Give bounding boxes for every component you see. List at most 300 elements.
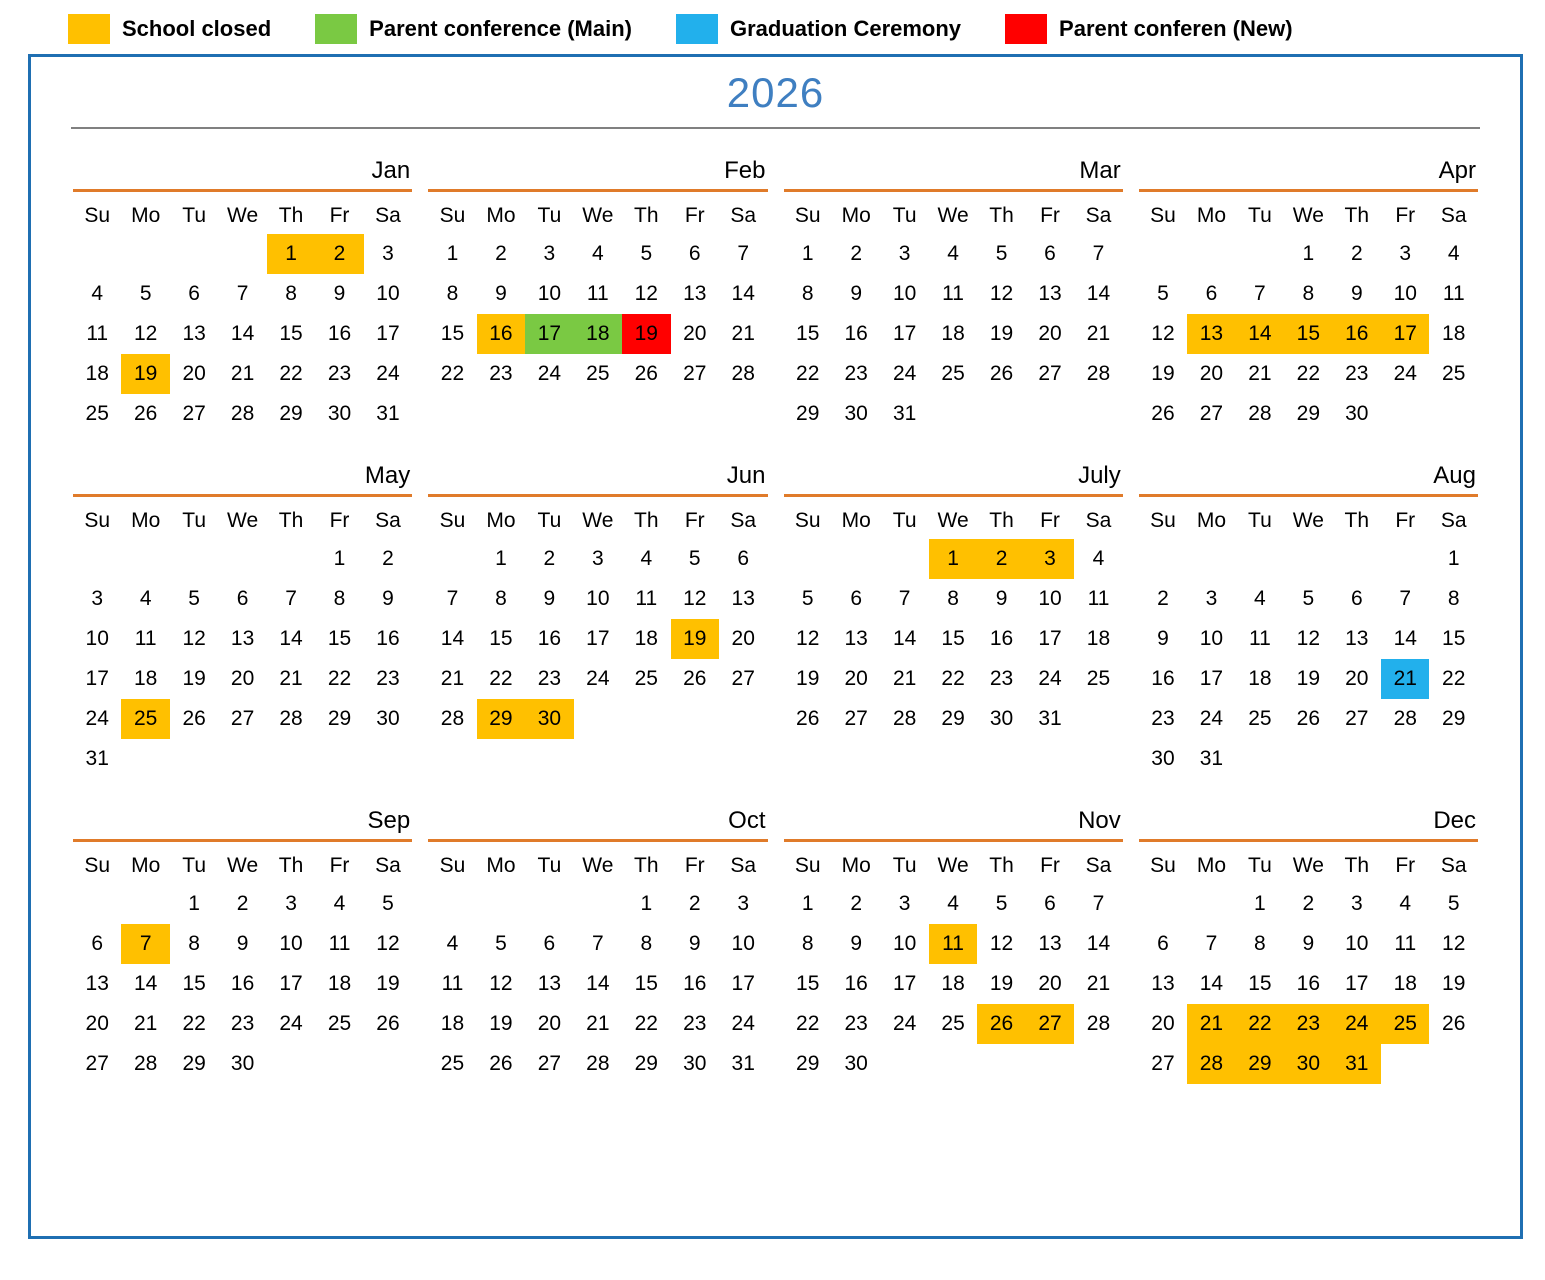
day-cell[interactable]: 10 xyxy=(537,282,562,305)
day-cell[interactable]: 12 xyxy=(634,282,658,305)
day-cell[interactable]: 30 xyxy=(1345,402,1369,425)
day-cell[interactable]: 19 xyxy=(989,972,1014,995)
day-cell[interactable]: 23 xyxy=(230,1012,255,1035)
day-cell[interactable]: 13 xyxy=(230,627,255,650)
day-cell[interactable]: 30 xyxy=(230,1052,255,1075)
day-cell[interactable]: 22 xyxy=(279,362,303,385)
day-cell[interactable]: 5 xyxy=(495,932,507,955)
day-cell[interactable]: 13 xyxy=(1038,282,1062,305)
day-cell[interactable]: 8 xyxy=(188,932,200,955)
day-cell[interactable]: 9 xyxy=(1350,282,1363,305)
day-cell[interactable]: 6 xyxy=(1044,242,1056,265)
day-cell[interactable]: 9 xyxy=(688,932,701,955)
day-cell-highlight-closed[interactable]: 30 xyxy=(1284,1044,1332,1084)
day-cell[interactable]: 2 xyxy=(850,892,863,915)
day-cell[interactable]: 9 xyxy=(850,282,863,305)
day-cell[interactable]: 15 xyxy=(796,322,820,345)
day-cell-highlight-closed[interactable]: 19 xyxy=(121,354,169,394)
day-cell[interactable]: 15 xyxy=(489,627,513,650)
day-cell[interactable]: 31 xyxy=(731,1052,755,1075)
day-cell[interactable]: 23 xyxy=(683,1012,707,1035)
day-cell[interactable]: 23 xyxy=(376,667,400,690)
day-cell[interactable]: 21 xyxy=(1086,972,1111,995)
day-cell[interactable]: 12 xyxy=(134,322,158,345)
day-cell-highlight-main[interactable]: 18 xyxy=(574,314,622,354)
day-cell[interactable]: 9 xyxy=(236,932,249,955)
day-cell[interactable]: 24 xyxy=(537,362,562,385)
day-cell[interactable]: 20 xyxy=(1199,362,1224,385)
day-cell-highlight-closed[interactable]: 24 xyxy=(1333,1004,1381,1044)
day-cell[interactable]: 6 xyxy=(91,932,104,955)
day-cell[interactable]: 27 xyxy=(230,707,255,730)
day-cell[interactable]: 22 xyxy=(1442,667,1466,690)
day-cell[interactable]: 27 xyxy=(182,402,206,425)
day-cell[interactable]: 2 xyxy=(495,242,507,265)
day-cell[interactable]: 16 xyxy=(844,322,868,345)
day-cell[interactable]: 3 xyxy=(898,892,911,915)
day-cell[interactable]: 10 xyxy=(586,587,610,610)
day-cell[interactable]: 19 xyxy=(182,667,206,690)
day-cell[interactable]: 21 xyxy=(134,1012,158,1035)
day-cell[interactable]: 1 xyxy=(446,242,459,265)
day-cell[interactable]: 6 xyxy=(1350,587,1363,610)
day-cell[interactable]: 30 xyxy=(844,402,868,425)
day-cell[interactable]: 15 xyxy=(796,972,820,995)
day-cell[interactable]: 17 xyxy=(731,972,755,995)
day-cell[interactable]: 5 xyxy=(1302,587,1315,610)
day-cell[interactable]: 30 xyxy=(376,707,400,730)
day-cell[interactable]: 6 xyxy=(1044,892,1056,915)
day-cell[interactable]: 11 xyxy=(441,972,464,995)
day-cell[interactable]: 28 xyxy=(731,362,755,385)
day-cell[interactable]: 23 xyxy=(989,667,1014,690)
day-cell[interactable]: 30 xyxy=(683,1052,707,1075)
day-cell[interactable]: 12 xyxy=(1151,322,1175,345)
day-cell[interactable]: 23 xyxy=(537,667,562,690)
day-cell[interactable]: 21 xyxy=(731,322,755,345)
day-cell[interactable]: 5 xyxy=(995,892,1008,915)
day-cell[interactable]: 23 xyxy=(1151,707,1175,730)
day-cell[interactable]: 3 xyxy=(1205,587,1218,610)
day-cell[interactable]: 1 xyxy=(333,547,346,570)
day-cell[interactable]: 23 xyxy=(844,362,868,385)
day-cell[interactable]: 25 xyxy=(440,1052,465,1075)
day-cell[interactable]: 5 xyxy=(801,587,814,610)
day-cell[interactable]: 14 xyxy=(892,627,917,650)
day-cell[interactable]: 6 xyxy=(1157,932,1169,955)
day-cell[interactable]: 5 xyxy=(382,892,394,915)
day-cell-highlight-grad[interactable]: 21 xyxy=(1381,659,1429,699)
day-cell-highlight-closed[interactable]: 22 xyxy=(1236,1004,1284,1044)
day-cell[interactable]: 17 xyxy=(279,972,303,995)
day-cell[interactable]: 10 xyxy=(279,932,303,955)
day-cell[interactable]: 31 xyxy=(892,402,917,425)
day-cell[interactable]: 1 xyxy=(640,892,653,915)
day-cell[interactable]: 6 xyxy=(236,587,249,610)
day-cell[interactable]: 21 xyxy=(440,667,465,690)
day-cell[interactable]: 5 xyxy=(139,282,152,305)
day-cell[interactable]: 22 xyxy=(634,1012,658,1035)
day-cell[interactable]: 1 xyxy=(801,242,814,265)
day-cell[interactable]: 5 xyxy=(995,242,1008,265)
day-cell[interactable]: 5 xyxy=(688,547,701,570)
day-cell[interactable]: 25 xyxy=(1248,707,1272,730)
day-cell[interactable]: 9 xyxy=(543,587,556,610)
day-cell[interactable]: 23 xyxy=(1345,362,1369,385)
day-cell[interactable]: 20 xyxy=(537,1012,562,1035)
day-cell[interactable]: 27 xyxy=(1345,707,1369,730)
day-cell[interactable]: 10 xyxy=(1199,627,1224,650)
day-cell[interactable]: 13 xyxy=(182,322,206,345)
day-cell[interactable]: 4 xyxy=(640,547,653,570)
day-cell[interactable]: 13 xyxy=(1345,627,1369,650)
day-cell[interactable]: 26 xyxy=(182,707,206,730)
day-cell[interactable]: 20 xyxy=(182,362,206,385)
day-cell[interactable]: 12 xyxy=(182,627,206,650)
day-cell[interactable]: 26 xyxy=(683,667,707,690)
day-cell[interactable]: 12 xyxy=(989,932,1014,955)
day-cell[interactable]: 26 xyxy=(796,707,820,730)
day-cell[interactable]: 26 xyxy=(489,1052,513,1075)
day-cell[interactable]: 12 xyxy=(376,932,400,955)
day-cell[interactable]: 17 xyxy=(376,322,400,345)
day-cell[interactable]: 29 xyxy=(796,402,820,425)
day-cell[interactable]: 14 xyxy=(1086,932,1111,955)
day-cell[interactable]: 18 xyxy=(1248,667,1272,690)
day-cell[interactable]: 7 xyxy=(898,587,911,610)
day-cell[interactable]: 30 xyxy=(1151,747,1175,770)
day-cell[interactable]: 23 xyxy=(844,1012,868,1035)
day-cell[interactable]: 10 xyxy=(731,932,755,955)
day-cell-highlight-closed[interactable]: 3 xyxy=(1026,539,1074,579)
day-cell[interactable]: 15 xyxy=(1442,627,1466,650)
day-cell[interactable]: 23 xyxy=(489,362,513,385)
day-cell[interactable]: 13 xyxy=(1151,972,1175,995)
day-cell[interactable]: 12 xyxy=(683,587,707,610)
day-cell[interactable]: 4 xyxy=(333,892,346,915)
day-cell[interactable]: 3 xyxy=(91,587,104,610)
day-cell-highlight-closed[interactable]: 23 xyxy=(1284,1004,1332,1044)
day-cell[interactable]: 29 xyxy=(327,707,352,730)
day-cell[interactable]: 15 xyxy=(440,322,465,345)
day-cell-highlight-main[interactable]: 17 xyxy=(525,314,573,354)
day-cell[interactable]: 18 xyxy=(134,667,158,690)
day-cell[interactable]: 18 xyxy=(85,362,109,385)
day-cell[interactable]: 25 xyxy=(85,402,109,425)
day-cell[interactable]: 5 xyxy=(640,242,653,265)
day-cell[interactable]: 15 xyxy=(182,972,206,995)
day-cell[interactable]: 28 xyxy=(230,402,255,425)
day-cell[interactable]: 18 xyxy=(1393,972,1417,995)
day-cell[interactable]: 25 xyxy=(941,1012,965,1035)
day-cell[interactable]: 26 xyxy=(1151,402,1175,425)
day-cell[interactable]: 31 xyxy=(1199,747,1224,770)
day-cell[interactable]: 7 xyxy=(1254,282,1266,305)
day-cell[interactable]: 11 xyxy=(1442,282,1465,305)
day-cell[interactable]: 18 xyxy=(634,627,658,650)
day-cell-highlight-closed[interactable]: 7 xyxy=(121,924,169,964)
day-cell[interactable]: 14 xyxy=(731,282,755,305)
day-cell-highlight-closed[interactable]: 25 xyxy=(121,699,169,739)
day-cell-highlight-new[interactable]: 19 xyxy=(622,314,670,354)
day-cell[interactable]: 20 xyxy=(1151,1012,1175,1035)
day-cell[interactable]: 8 xyxy=(1302,282,1315,305)
day-cell-highlight-closed[interactable]: 2 xyxy=(315,234,363,274)
day-cell[interactable]: 29 xyxy=(1442,707,1466,730)
day-cell[interactable]: 8 xyxy=(947,587,959,610)
day-cell[interactable]: 27 xyxy=(731,667,755,690)
day-cell[interactable]: 10 xyxy=(376,282,400,305)
day-cell[interactable]: 19 xyxy=(796,667,820,690)
day-cell[interactable]: 20 xyxy=(1038,322,1062,345)
day-cell[interactable]: 8 xyxy=(333,587,346,610)
day-cell[interactable]: 25 xyxy=(941,362,965,385)
day-cell[interactable]: 2 xyxy=(1302,892,1315,915)
day-cell[interactable]: 11 xyxy=(1248,627,1271,650)
day-cell[interactable]: 28 xyxy=(892,707,917,730)
day-cell[interactable]: 3 xyxy=(382,242,394,265)
day-cell[interactable]: 20 xyxy=(1345,667,1369,690)
day-cell[interactable]: 1 xyxy=(188,892,200,915)
day-cell[interactable]: 4 xyxy=(1092,547,1105,570)
day-cell[interactable]: 20 xyxy=(683,322,707,345)
day-cell[interactable]: 4 xyxy=(591,242,604,265)
day-cell[interactable]: 3 xyxy=(285,892,297,915)
day-cell[interactable]: 24 xyxy=(892,1012,917,1035)
day-cell[interactable]: 24 xyxy=(279,1012,303,1035)
day-cell[interactable]: 17 xyxy=(892,972,917,995)
day-cell[interactable]: 29 xyxy=(182,1052,206,1075)
day-cell[interactable]: 17 xyxy=(586,627,610,650)
day-cell[interactable]: 17 xyxy=(892,322,917,345)
day-cell[interactable]: 4 xyxy=(139,587,152,610)
day-cell[interactable]: 19 xyxy=(376,972,400,995)
day-cell[interactable]: 1 xyxy=(495,547,507,570)
day-cell[interactable]: 8 xyxy=(1447,587,1460,610)
day-cell[interactable]: 10 xyxy=(1038,587,1062,610)
day-cell[interactable]: 7 xyxy=(285,587,297,610)
day-cell[interactable]: 18 xyxy=(440,1012,465,1035)
day-cell[interactable]: 25 xyxy=(1086,667,1111,690)
day-cell[interactable]: 13 xyxy=(844,627,868,650)
day-cell[interactable]: 10 xyxy=(1345,932,1369,955)
day-cell[interactable]: 22 xyxy=(1296,362,1321,385)
day-cell[interactable]: 26 xyxy=(134,402,158,425)
day-cell[interactable]: 3 xyxy=(737,892,750,915)
day-cell[interactable]: 16 xyxy=(327,322,352,345)
day-cell[interactable]: 1 xyxy=(1302,242,1315,265)
day-cell[interactable]: 30 xyxy=(844,1052,868,1075)
day-cell[interactable]: 3 xyxy=(1350,892,1363,915)
day-cell[interactable]: 24 xyxy=(1393,362,1417,385)
day-cell[interactable]: 13 xyxy=(537,972,562,995)
day-cell[interactable]: 14 xyxy=(230,322,255,345)
day-cell[interactable]: 13 xyxy=(731,587,755,610)
day-cell[interactable]: 11 xyxy=(586,282,609,305)
day-cell[interactable]: 16 xyxy=(683,972,707,995)
day-cell[interactable]: 12 xyxy=(989,282,1014,305)
day-cell-highlight-closed[interactable]: 27 xyxy=(1026,1004,1074,1044)
day-cell[interactable]: 5 xyxy=(188,587,200,610)
day-cell[interactable]: 12 xyxy=(489,972,513,995)
day-cell[interactable]: 9 xyxy=(995,587,1008,610)
day-cell[interactable]: 20 xyxy=(85,1012,109,1035)
day-cell[interactable]: 29 xyxy=(796,1052,820,1075)
day-cell[interactable]: 19 xyxy=(1442,972,1466,995)
day-cell[interactable]: 4 xyxy=(91,282,104,305)
day-cell-highlight-closed[interactable]: 14 xyxy=(1236,314,1284,354)
day-cell[interactable]: 20 xyxy=(230,667,255,690)
day-cell[interactable]: 13 xyxy=(683,282,707,305)
day-cell[interactable]: 25 xyxy=(327,1012,352,1035)
day-cell[interactable]: 2 xyxy=(543,547,556,570)
day-cell[interactable]: 2 xyxy=(1157,587,1169,610)
day-cell[interactable]: 11 xyxy=(635,587,658,610)
day-cell[interactable]: 21 xyxy=(230,362,255,385)
day-cell[interactable]: 27 xyxy=(683,362,707,385)
day-cell-highlight-closed[interactable]: 29 xyxy=(1236,1044,1284,1084)
day-cell-highlight-closed[interactable]: 13 xyxy=(1187,314,1235,354)
day-cell-highlight-closed[interactable]: 17 xyxy=(1381,314,1429,354)
day-cell[interactable]: 11 xyxy=(86,322,109,345)
day-cell[interactable]: 11 xyxy=(1087,587,1110,610)
day-cell[interactable]: 4 xyxy=(1399,892,1412,915)
day-cell[interactable]: 8 xyxy=(495,587,507,610)
day-cell[interactable]: 9 xyxy=(333,282,346,305)
day-cell[interactable]: 8 xyxy=(1254,932,1266,955)
day-cell-highlight-closed[interactable]: 29 xyxy=(477,699,525,739)
day-cell[interactable]: 11 xyxy=(942,282,964,305)
day-cell[interactable]: 19 xyxy=(989,322,1014,345)
day-cell[interactable]: 17 xyxy=(85,667,109,690)
day-cell-highlight-closed[interactable]: 16 xyxy=(1333,314,1381,354)
day-cell[interactable]: 3 xyxy=(1399,242,1412,265)
day-cell[interactable]: 18 xyxy=(941,972,965,995)
day-cell[interactable]: 22 xyxy=(327,667,352,690)
day-cell[interactable]: 28 xyxy=(1086,1012,1111,1035)
day-cell[interactable]: 26 xyxy=(1296,707,1321,730)
day-cell[interactable]: 21 xyxy=(1086,322,1111,345)
day-cell[interactable]: 18 xyxy=(1442,322,1466,345)
day-cell[interactable]: 27 xyxy=(85,1052,109,1075)
day-cell[interactable]: 24 xyxy=(586,667,610,690)
day-cell[interactable]: 8 xyxy=(285,282,297,305)
day-cell[interactable]: 9 xyxy=(1157,627,1169,650)
day-cell[interactable]: 19 xyxy=(1296,667,1321,690)
day-cell[interactable]: 4 xyxy=(1447,242,1460,265)
day-cell[interactable]: 2 xyxy=(688,892,701,915)
day-cell[interactable]: 22 xyxy=(796,1012,820,1035)
day-cell[interactable]: 8 xyxy=(640,932,653,955)
day-cell[interactable]: 6 xyxy=(737,547,750,570)
day-cell[interactable]: 9 xyxy=(382,587,394,610)
day-cell[interactable]: 15 xyxy=(279,322,303,345)
day-cell[interactable]: 29 xyxy=(941,707,965,730)
day-cell[interactable]: 28 xyxy=(586,1052,610,1075)
day-cell[interactable]: 14 xyxy=(440,627,465,650)
day-cell[interactable]: 30 xyxy=(327,402,352,425)
day-cell[interactable]: 5 xyxy=(1447,892,1460,915)
day-cell[interactable]: 26 xyxy=(1442,1012,1466,1035)
day-cell[interactable]: 24 xyxy=(731,1012,755,1035)
day-cell[interactable]: 26 xyxy=(634,362,658,385)
day-cell[interactable]: 29 xyxy=(1296,402,1321,425)
day-cell[interactable]: 22 xyxy=(796,362,820,385)
day-cell-highlight-closed[interactable]: 16 xyxy=(477,314,525,354)
day-cell[interactable]: 8 xyxy=(801,932,814,955)
day-cell[interactable]: 21 xyxy=(1248,362,1272,385)
day-cell[interactable]: 8 xyxy=(446,282,459,305)
day-cell[interactable]: 21 xyxy=(892,667,917,690)
day-cell[interactable]: 7 xyxy=(737,242,750,265)
day-cell[interactable]: 10 xyxy=(1393,282,1417,305)
day-cell[interactable]: 19 xyxy=(489,1012,513,1035)
day-cell[interactable]: 14 xyxy=(586,972,610,995)
day-cell[interactable]: 24 xyxy=(85,707,109,730)
day-cell[interactable]: 16 xyxy=(376,627,400,650)
day-cell-highlight-closed[interactable]: 21 xyxy=(1187,1004,1235,1044)
day-cell[interactable]: 17 xyxy=(1199,667,1224,690)
day-cell-highlight-closed[interactable]: 25 xyxy=(1381,1004,1429,1044)
day-cell[interactable]: 31 xyxy=(376,402,400,425)
day-cell[interactable]: 20 xyxy=(731,627,755,650)
day-cell[interactable]: 12 xyxy=(1442,932,1466,955)
day-cell[interactable]: 28 xyxy=(1086,362,1111,385)
day-cell[interactable]: 16 xyxy=(230,972,255,995)
day-cell[interactable]: 5 xyxy=(1157,282,1169,305)
day-cell[interactable]: 1 xyxy=(801,892,814,915)
day-cell[interactable]: 23 xyxy=(327,362,352,385)
day-cell[interactable]: 10 xyxy=(85,627,109,650)
day-cell[interactable]: 18 xyxy=(941,322,965,345)
day-cell[interactable]: 25 xyxy=(1442,362,1466,385)
day-cell[interactable]: 1 xyxy=(1447,547,1460,570)
day-cell-highlight-closed[interactable]: 31 xyxy=(1333,1044,1381,1084)
day-cell[interactable]: 11 xyxy=(134,627,157,650)
day-cell[interactable]: 20 xyxy=(1038,972,1062,995)
day-cell[interactable]: 28 xyxy=(440,707,465,730)
day-cell[interactable]: 15 xyxy=(941,627,965,650)
day-cell[interactable]: 7 xyxy=(1205,932,1218,955)
day-cell[interactable]: 7 xyxy=(1399,587,1412,610)
day-cell[interactable]: 25 xyxy=(586,362,610,385)
day-cell[interactable]: 10 xyxy=(892,932,917,955)
day-cell[interactable]: 16 xyxy=(1296,972,1321,995)
day-cell[interactable]: 27 xyxy=(1151,1052,1175,1075)
day-cell[interactable]: 12 xyxy=(796,627,820,650)
day-cell[interactable]: 26 xyxy=(989,362,1014,385)
day-cell[interactable]: 14 xyxy=(279,627,303,650)
day-cell[interactable]: 19 xyxy=(1151,362,1175,385)
day-cell-highlight-closed[interactable]: 26 xyxy=(977,1004,1025,1044)
day-cell[interactable]: 14 xyxy=(1086,282,1111,305)
day-cell[interactable]: 28 xyxy=(1393,707,1417,730)
day-cell[interactable]: 4 xyxy=(1254,587,1266,610)
day-cell[interactable]: 15 xyxy=(634,972,658,995)
day-cell[interactable]: 4 xyxy=(947,892,959,915)
day-cell[interactable]: 7 xyxy=(1092,892,1105,915)
day-cell-highlight-closed[interactable]: 28 xyxy=(1187,1044,1235,1084)
day-cell[interactable]: 20 xyxy=(844,667,868,690)
day-cell[interactable]: 16 xyxy=(989,627,1014,650)
day-cell[interactable]: 15 xyxy=(327,627,352,650)
day-cell[interactable]: 16 xyxy=(1151,667,1175,690)
day-cell[interactable]: 29 xyxy=(634,1052,658,1075)
day-cell[interactable]: 6 xyxy=(688,242,701,265)
day-cell[interactable]: 14 xyxy=(1393,627,1417,650)
day-cell[interactable]: 21 xyxy=(586,1012,610,1035)
day-cell-highlight-closed[interactable]: 1 xyxy=(929,539,977,579)
